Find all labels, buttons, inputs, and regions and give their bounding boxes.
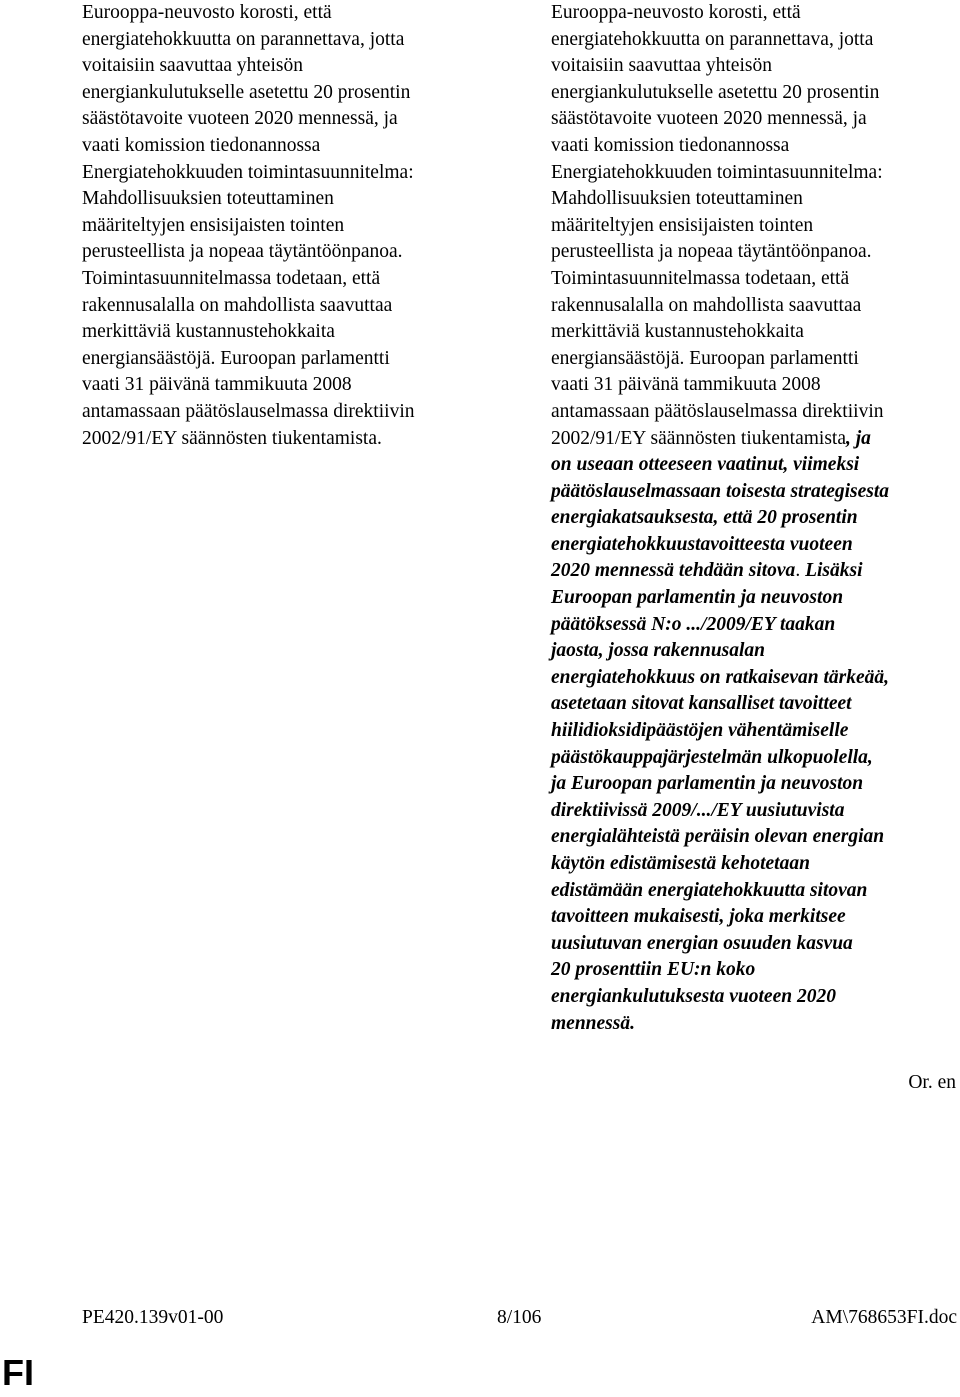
amendment-text: Lisäksi (800, 560, 863, 582)
amendment-line: asetetaan sitovat kansalliset tavoitteet (551, 693, 852, 715)
amendment-line: on useaan otteeseen vaatinut, viimeksi (551, 454, 860, 476)
text-line: energiankulutukselle asetettu 20 prosentin (551, 81, 880, 103)
amendment-line: uusiutuvan energian osuuden kasvua (551, 932, 853, 954)
amendment-line: energiankulutuksesta vuoteen 2020 (551, 985, 836, 1007)
amendment-line: Euroopan parlamentin ja neuvoston (551, 587, 844, 609)
language-code: FI (2, 1352, 34, 1393)
page-footer (82, 1305, 957, 1331)
text-line: perusteellista ja nopeaa täytäntöönpanoa. (82, 241, 403, 263)
text-line: Energiatehokkuuden toimintasuunnitelma: (551, 161, 883, 183)
text-line-mixed (551, 426, 956, 453)
text-line: Energiatehokkuuden toimintasuunnitelma: (82, 161, 414, 183)
left-column-text (82, 0, 492, 452)
amendment-line: jaosta, jossa rakennusalan (551, 640, 766, 662)
amendment-line: energiatehokkuus on ratkaisevan tärkeää, (551, 666, 890, 688)
amendment-text: 2020 mennessä tehdään sitova (551, 560, 796, 582)
plain-text: . (795, 560, 801, 582)
text-line: Eurooppa-neuvosto korosti, että (551, 2, 801, 23)
text-line: vaati 31 päivänä tammikuuta 2008 (82, 374, 352, 396)
amendment-line: energialähteistä peräisin olevan energian (551, 826, 885, 848)
text-line: rakennusalalla on mahdollista saavuttaa (551, 294, 862, 316)
text-line: merkittäviä kustannustehokkaita (82, 321, 335, 343)
text-line: vaati 31 päivänä tammikuuta 2008 (551, 374, 821, 396)
amendment-line: 20 prosenttiin EU:n koko (551, 959, 756, 981)
text-line: perusteellista ja nopeaa täytäntöönpanoa. (551, 241, 872, 263)
amendment-line: energiatehokkuustavoitteesta vuoteen (551, 533, 853, 555)
amendment-line: direktiivissä 2009/.../EY uusiutuvista (551, 799, 845, 821)
footer-file-name: AM\768653FI.doc (811, 1307, 957, 1328)
footer-doc-ref: PE420.139v01-00 (82, 1307, 224, 1328)
original-language-note: Or. en (908, 1072, 956, 1093)
text-line: Mahdollisuuksien toteuttaminen (551, 188, 803, 210)
text-line: Mahdollisuuksien toteuttaminen (82, 188, 334, 210)
amendment-line: energiakatsauksesta, että 20 prosentin (551, 507, 858, 529)
amendment-line: päätöslauselmassaan toisesta strategisesta (551, 480, 890, 502)
text-line: Toimintasuunnitelmassa todetaan, että (82, 267, 381, 289)
text-line: antamassaan päätöslauselmassa direktiivin (551, 400, 884, 422)
plain-text: 2002/91/EY säännösten tiukentamista (551, 427, 846, 449)
text-line: energiansäästöjä. Euroopan parlamentti (551, 347, 859, 369)
footer-page-number: 8/106 (497, 1307, 542, 1328)
amendment-line: käytön edistämisestä kehotetaan (551, 853, 810, 874)
amendment-line: päätöksessä N:o .../2009/EY taakan (551, 613, 836, 635)
text-line: Toimintasuunnitelmassa todetaan, että (551, 267, 850, 289)
amendment-line: edistämään energiatehokkuutta sitovan (551, 879, 868, 901)
text-line: energiatehokkuutta on parannettava, jotta (551, 28, 874, 50)
text-line: energiatehokkuutta on parannettava, jotta (82, 28, 405, 50)
text-line: energiankulutukselle asetettu 20 prosentin (82, 81, 411, 103)
text-line: määriteltyjen ensisijaisten tointen (551, 214, 814, 236)
amendment-line: hiilidioksidipäästöjen vähentämiselle (551, 720, 849, 742)
text-line: rakennusalalla on mahdollista saavuttaa (82, 294, 393, 316)
text-line-mixed (551, 558, 956, 585)
text-line: Eurooppa-neuvosto korosti, että (82, 2, 332, 23)
text-line: voitaisiin saavuttaa yhteisön (82, 55, 303, 77)
text-line: vaati komission tiedonannossa (82, 134, 321, 156)
right-column-text (551, 0, 956, 1037)
text-line: antamassaan päätöslauselmassa direktiivin (82, 400, 415, 422)
text-line: vaati komission tiedonannossa (551, 134, 790, 156)
text-line: 2002/91/EY säännösten tiukentamista. (82, 427, 382, 449)
amendment-line: mennessä. (551, 1012, 635, 1034)
text-line: merkittäviä kustannustehokkaita (551, 321, 804, 343)
amendment-text: , ja (845, 427, 871, 449)
amendment-line: tavoitteen mukaisesti, joka merkitsee (551, 906, 846, 928)
text-line: määriteltyjen ensisijaisten tointen (82, 214, 345, 236)
text-line: energiansäästöjä. Euroopan parlamentti (82, 347, 390, 369)
text-line: voitaisiin saavuttaa yhteisön (551, 55, 772, 77)
text-line: säästötavoite vuoteen 2020 mennessä, ja (551, 108, 867, 130)
text-line: säästötavoite vuoteen 2020 mennessä, ja (82, 108, 398, 130)
amendment-line: päästökauppajärjestelmän ulkopuolella, (551, 746, 873, 768)
amendment-line: ja Euroopan parlamentin ja neuvoston (551, 773, 864, 795)
